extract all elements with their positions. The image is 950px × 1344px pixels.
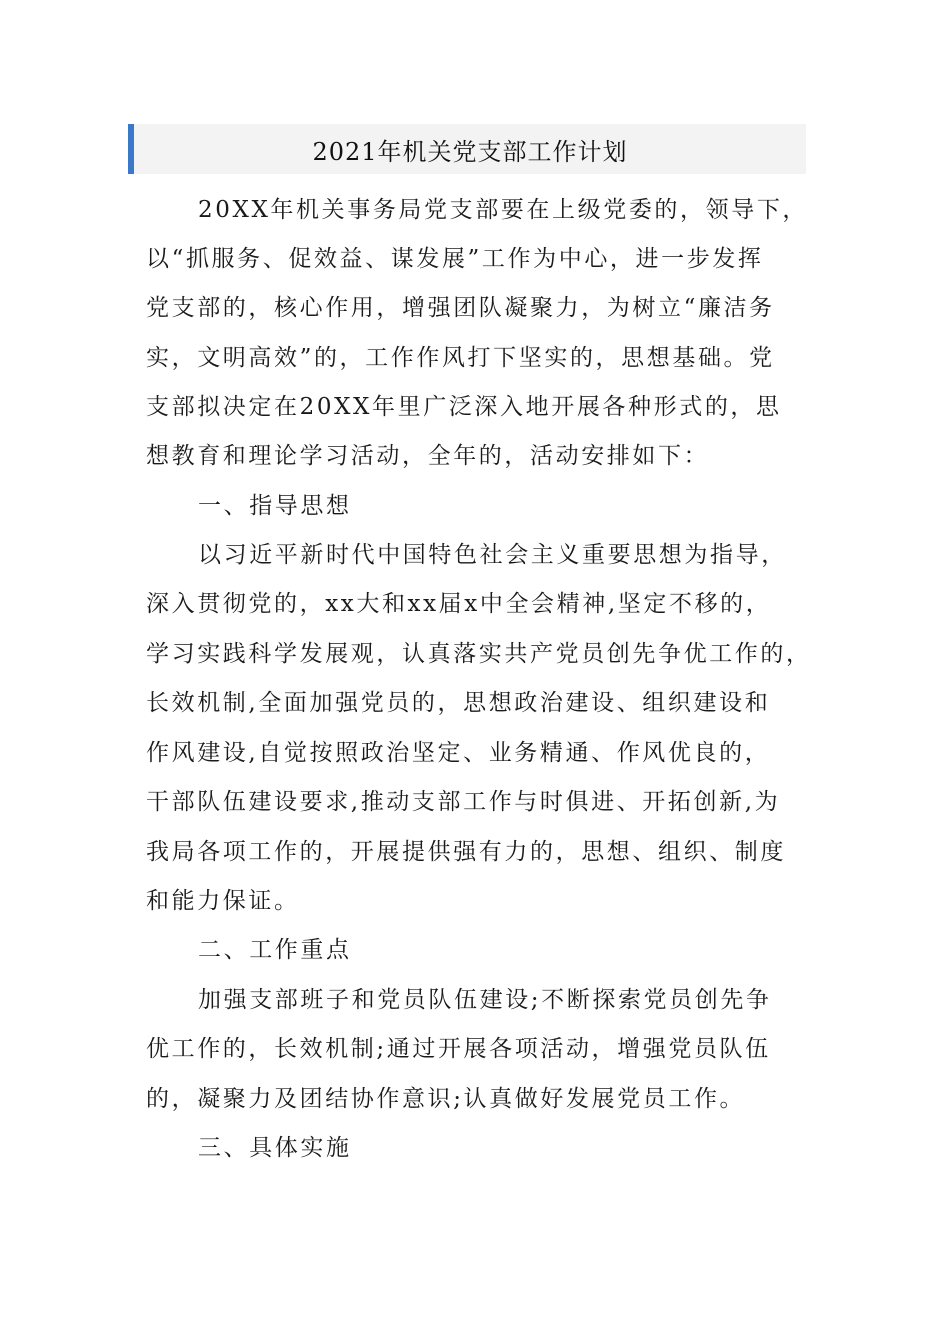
paragraph-2-line-8: 和能力保证。 bbox=[146, 888, 300, 914]
paragraph-2-line-3: 学习实践科学发展观，认真落实共产党员创先争优工作的， bbox=[146, 641, 812, 667]
paragraph-3-line-1: 加强支部班子和党员队伍建设;不断探索党员创先争 bbox=[198, 987, 772, 1013]
section-heading-2: 二、工作重点 bbox=[198, 937, 352, 963]
paragraph-3-line-2: 优工作的，长效机制;通过开展各项活动，增强党员队伍 bbox=[146, 1036, 771, 1062]
paragraph-1-line-4: 实，文明高效”的，工作作风打下坚实的，思想基础。党 bbox=[146, 345, 775, 371]
paragraph-3-line-3: 的，凝聚力及团结协作意识;认真做好发展党员工作。 bbox=[146, 1086, 746, 1112]
title-bar bbox=[128, 124, 806, 174]
paragraph-2-line-5: 作风建设,自觉按照政治坚定、业务精通、作风优良的， bbox=[146, 740, 771, 766]
section-heading-3: 三、具体实施 bbox=[198, 1135, 352, 1161]
section-heading-1: 一、指导思想 bbox=[198, 493, 352, 519]
paragraph-2-line-1: 以习近平新时代中国特色社会主义重要思想为指导， bbox=[198, 542, 787, 568]
paragraph-1-line-2: 以“抓服务、促效益、谋发展”工作为中心，进一步发挥 bbox=[146, 246, 764, 272]
paragraph-2-line-6: 干部队伍建设要求,推动支部工作与时俱进、开拓创新,为 bbox=[146, 789, 781, 815]
document-title: 2021年机关党支部工作计划 bbox=[312, 138, 628, 166]
paragraph-2-line-7: 我局各项工作的，开展提供强有力的，思想、组织、制度 bbox=[146, 839, 786, 865]
paragraph-2-line-2: 深入贯彻党的，xx大和xx届x中全会精神,坚定不移的， bbox=[146, 591, 772, 617]
paragraph-1-line-1: 20XX年机关事务局党支部要在上级党委的，领导下， bbox=[198, 197, 809, 223]
paragraph-2-line-4: 长效机制,全面加强党员的，思想政治建设、组织建设和 bbox=[146, 690, 771, 716]
paragraph-1-line-6: 想教育和理论学习活动，全年的，活动安排如下： bbox=[146, 443, 710, 469]
paragraph-1-line-5: 支部拟决定在20XX年里广泛深入地开展各种形式的，思 bbox=[146, 394, 782, 420]
paragraph-1-line-3: 党支部的，核心作用，增强团队凝聚力，为树立“廉洁务 bbox=[146, 295, 775, 321]
